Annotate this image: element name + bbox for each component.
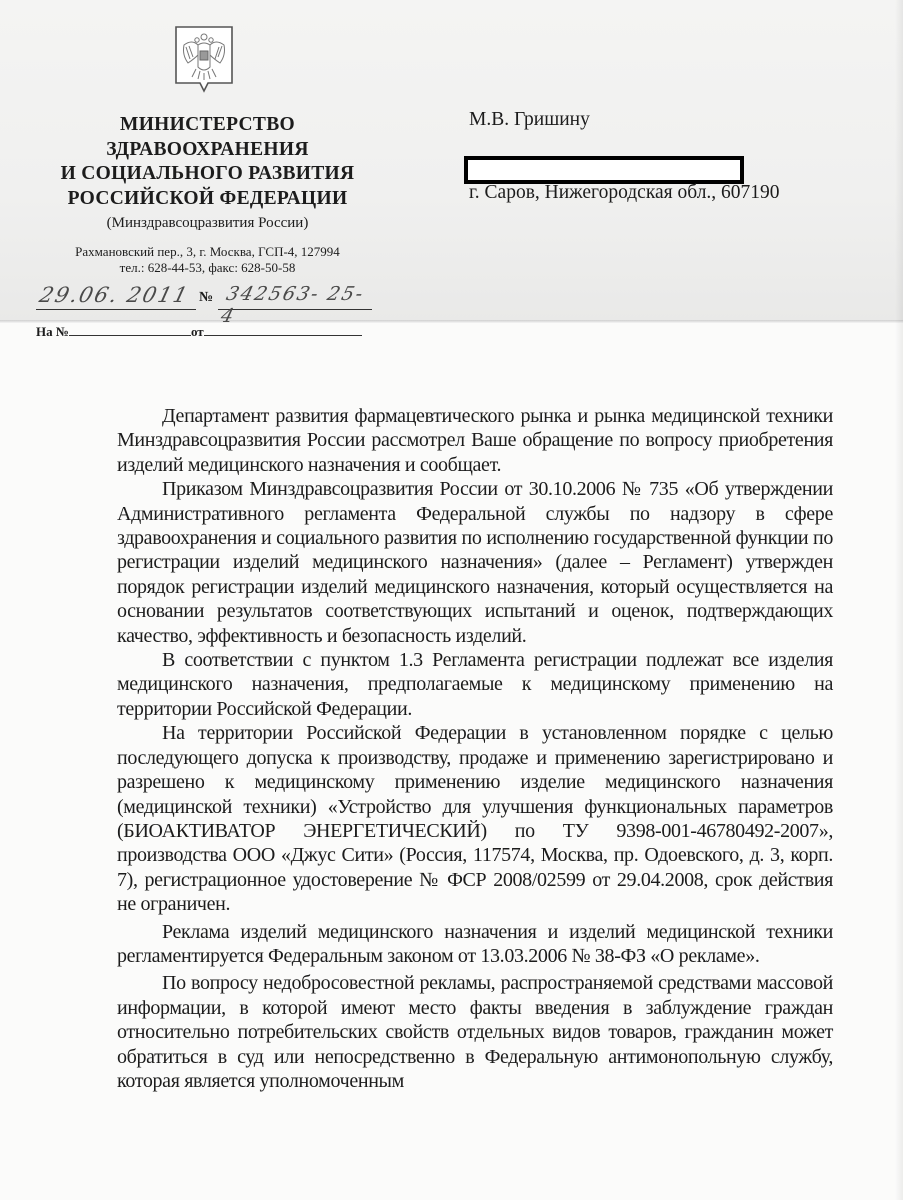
ministry-name-line: РОССИЙСКОЙ ФЕДЕРАЦИИ: [67, 187, 348, 209]
sender-block: [20, 113, 395, 276]
russian-coat-of-arms-icon: [174, 25, 234, 97]
body-paragraph: Департамент развития фармацевтического рынка и рынка медицинской техники Минздравсоцразвития России рассмотрел Ваше обращение по вопросу приобретения изделий медицинского назначения и сообщает.: [117, 405, 833, 476]
redacted-address-box: [464, 156, 744, 184]
ministry-short-name: (Минздравсоцразвития России): [106, 215, 309, 231]
ministry-address: Рахмановский пер., 3, г. Москва, ГСП-4, 127994: [75, 244, 340, 259]
reply-to-label: На №: [36, 324, 69, 339]
reply-number-blank: [69, 323, 191, 336]
registration-date: 29.06. 2011: [37, 283, 192, 307]
ministry-name-line: И СОЦИАЛЬНОГО РАЗВИТИЯ: [60, 163, 355, 184]
ministry-name-line: ЗДРАВООХРАНЕНИЯ: [106, 138, 309, 160]
addressee-name: М.В. Гришину: [469, 109, 590, 130]
scan-edge-shadow: [895, 0, 903, 1200]
registration-number: 342563- 25-4: [218, 283, 368, 327]
body-paragraph: Реклама изделий медицинского назначения и изделий медицинской техники регламентируется Федеральным законом от 13.03.2006 № 38-ФЗ «О рекламе».: [117, 920, 833, 967]
body-paragraph: По вопросу недобросовестной рекламы, распространяемой средствами массовой информации, в которой имеют место факты введения в заблуждение граждан относительно потребительских свойств отдельных видов товаров, гражданин может обратиться в суд или непосредственно в Федеральную антимонопольную службу, которая является уполномоченным: [117, 972, 833, 1092]
ministry-phone: тел.: 628-44-53, факс: 628-50-58: [119, 260, 296, 275]
registration-date-field: [36, 283, 196, 310]
registration-number-label: №: [199, 290, 214, 305]
body-paragraph: На территории Российской Федерации в установленном порядке с целью последующего допуска к производству, продаже и применению зарегистрировано и разрешено к медицинскому применению изделие медицинского назначения (медицинской техники) «Устройство для улучшения функциональных параметров (БИОАКТИВАТОР ЭНЕРГЕТИЧЕСКИЙ) по ТУ 9398-001-46780492-2007», производства ООО «Джус Сити» (Россия, 117574, Москва, пр. Одоевского, д. 3, корп. 7), регистрационное удостоверение № ФСР 2008/02599 от 29.04.2008, срок действия не ограничен.: [117, 722, 833, 916]
addressee-city: г. Саров, Нижегородская обл., 607190: [469, 182, 780, 203]
reply-reference-line: [36, 323, 362, 340]
body-paragraph: Приказом Минздравсоцразвития России от 30.10.2006 № 735 «Об утверждении Административного регламента Федеральной службы по надзору в сфере здравоохранения и социального развития по исполнению государственной функции по регистрации изделий медицинского назначения» (далее – Регламент) утвержден порядок регистрации изделий медицинского назначения, который осуществляется на основании результатов соответствующих испытаний и оценок, подтверждающих качество, эффективность и безопасность изделий.: [117, 478, 833, 647]
ministry-name-line: МИНИСТЕРСТВО: [119, 114, 295, 135]
from-label: от: [190, 324, 204, 339]
registration-number-field: [218, 283, 372, 327]
body-paragraph: В соответствии с пунктом 1.3 Регламента регистрации подлежат все изделия медицинского назначения, предполагаемые к медицинскому применению на территории Российской Федерации.: [117, 649, 833, 720]
reply-date-blank: [204, 323, 362, 336]
letter-body: [117, 404, 833, 1093]
